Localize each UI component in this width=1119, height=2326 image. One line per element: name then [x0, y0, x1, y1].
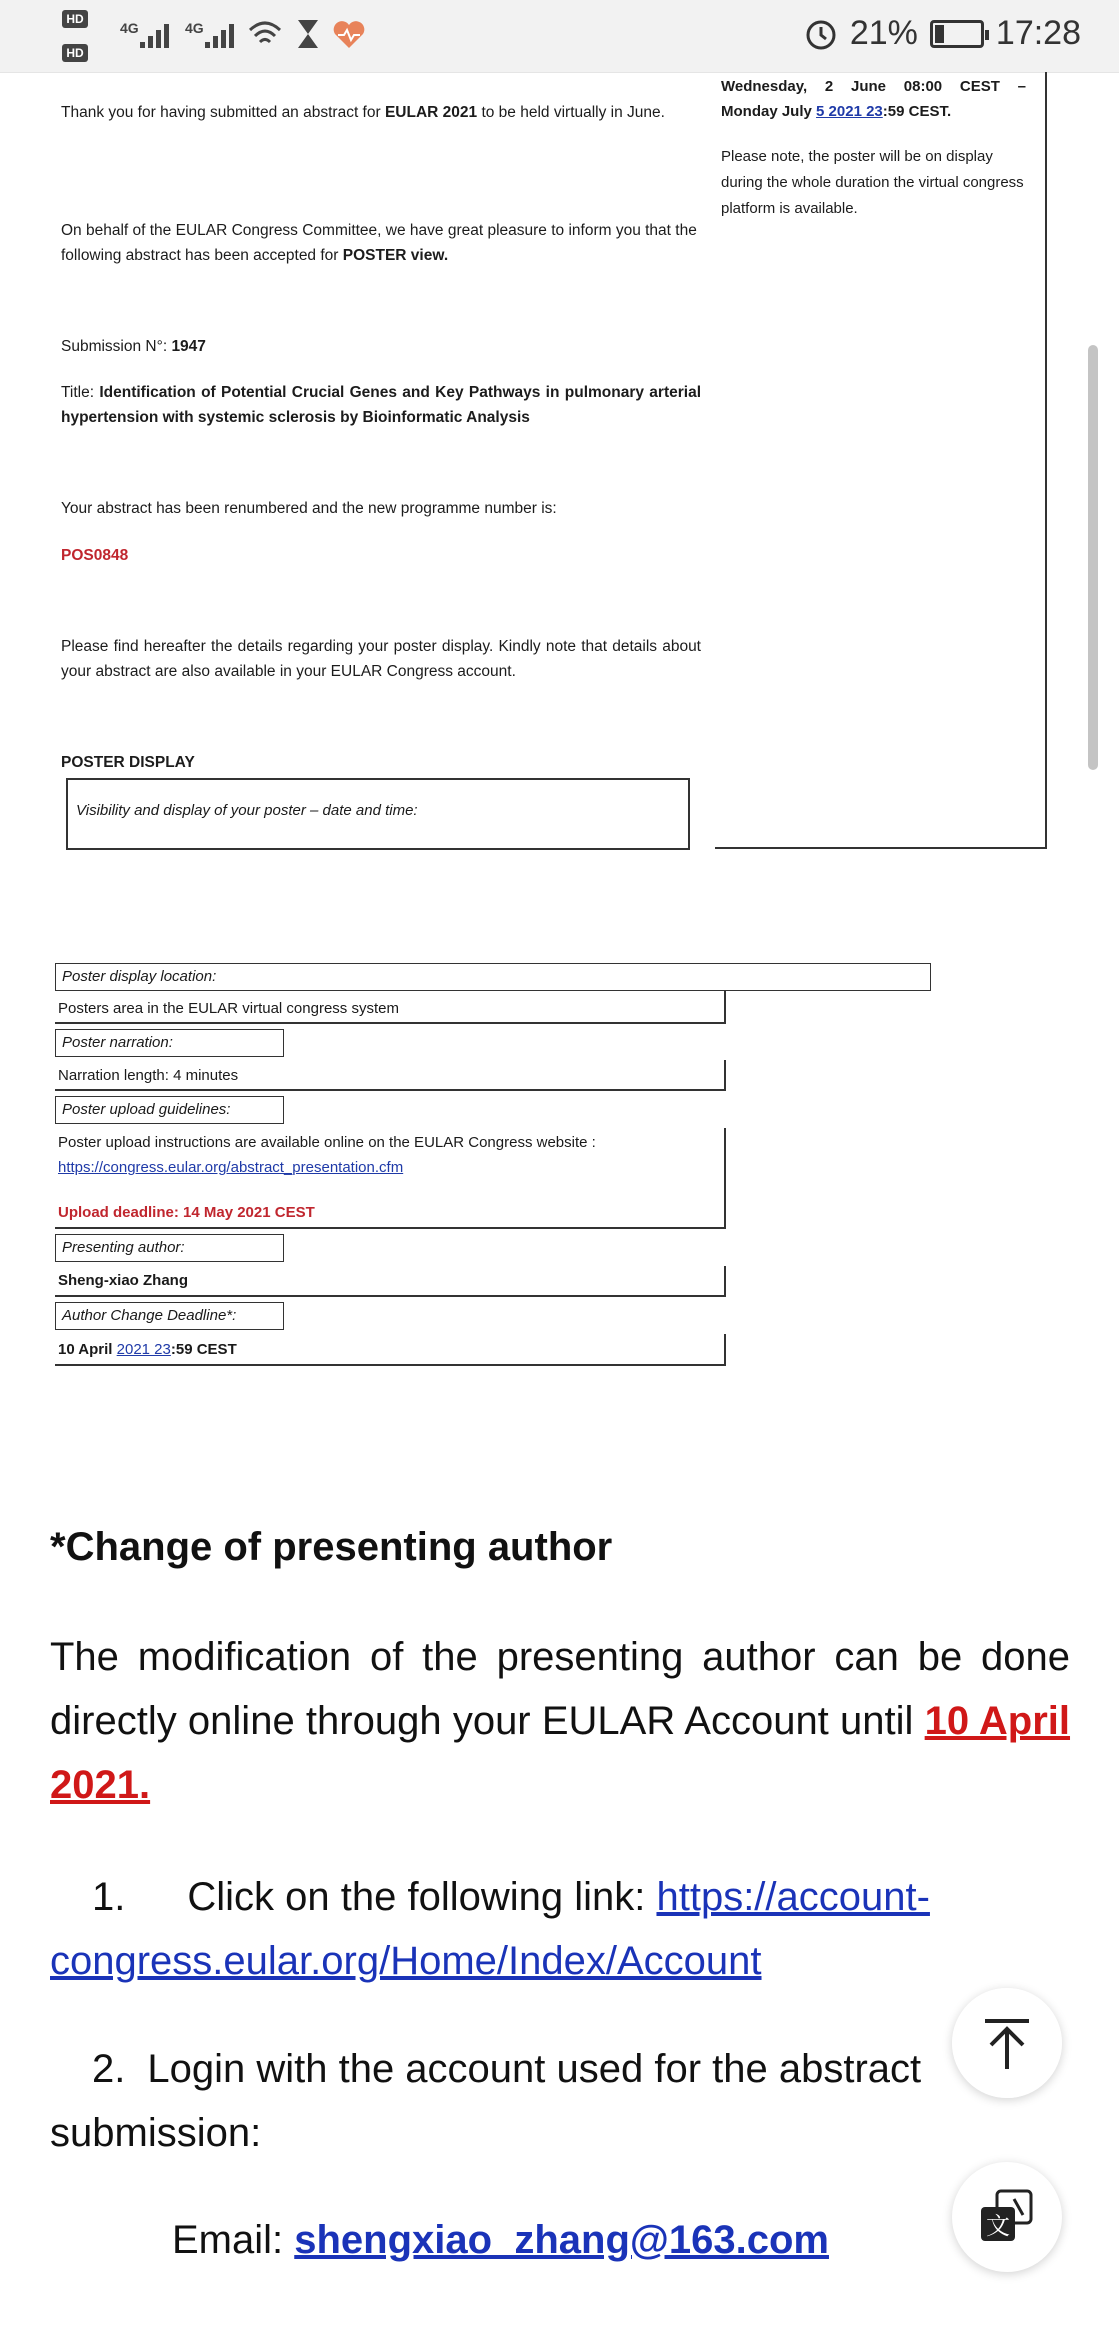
table-rule	[724, 1128, 726, 1228]
table-rule	[724, 1060, 726, 1090]
visibility-box	[66, 778, 690, 850]
scrollbar[interactable]	[1088, 345, 1098, 770]
table-rule	[724, 1334, 726, 1365]
step-1-number: 1.	[92, 1875, 126, 1919]
details-paragraph: Please find hereafter the details regarding your poster display. Kindly note that details about your abstract are also available in your EULAR Congress account.	[61, 638, 701, 680]
table-rule	[55, 1364, 726, 1366]
modification-paragraph	[50, 1625, 1070, 1817]
dates-end-pre: Monday July	[721, 103, 817, 120]
behalf-text: On behalf of the EULAR Congress Committee, we have great pleasure to inform you that the following abstract has been accepted for	[61, 222, 697, 264]
hd-voice-icon-2: HD	[62, 44, 88, 62]
battery-icon	[930, 20, 984, 48]
step-2-text: Login with the account used for the abstract	[147, 2047, 922, 2091]
step-2-number: 2.	[92, 2047, 126, 2091]
change-post: :59 CEST	[170, 1341, 237, 1358]
visibility-label: Visibility and display of your poster – date and time:	[76, 802, 418, 819]
battery-percent: 21%	[849, 14, 918, 52]
wifi-icon	[248, 18, 282, 48]
title-label: Title:	[61, 384, 100, 401]
author-change-value	[58, 1338, 237, 1362]
dates-end-post: :59 CEST.	[882, 103, 952, 120]
network-type-1: 4G	[120, 20, 139, 36]
narration-label: Poster narration:	[55, 1029, 284, 1057]
svg-text:文: 文	[986, 2212, 1010, 2240]
alarm-icon	[804, 17, 838, 51]
scroll-to-top-icon	[977, 2013, 1037, 2073]
upload-value: Poster upload instructions are available online on the EULAR Congress website :	[58, 1134, 596, 1151]
author-change-label: Author Change Deadline*:	[55, 1302, 284, 1330]
thanks-text: Thank you for having submitted an abstract for	[61, 104, 385, 121]
change-link[interactable]: 2021 23	[116, 1341, 171, 1358]
status-right	[804, 14, 1081, 53]
network-type-2: 4G	[185, 20, 204, 36]
step-2-text-cont: submission:	[50, 2111, 262, 2155]
upload-deadline: Upload deadline: 14 May 2021 CEST	[58, 1204, 315, 1221]
email-link[interactable]: shengxiao_zhang@163.com	[294, 2218, 829, 2262]
status-bar	[0, 0, 1119, 73]
email-label: Email:	[172, 2218, 295, 2262]
submission-number: 1947	[171, 338, 206, 355]
table-rule	[55, 1022, 726, 1024]
modification-text: The modification of the presenting author can be done directly online through your EULAR Account until	[50, 1635, 1070, 1743]
account-link[interactable]: https://account-	[656, 1875, 930, 1919]
behalf-view: POSTER view.	[342, 247, 449, 264]
poster-display-heading: POSTER DISPLAY	[61, 754, 195, 771]
abstract-title: Identification of Potential Crucial Genes and Key Pathways in pulmonary arterial hypertension with systemic sclerosis by Bioinformatic Analysis	[61, 384, 701, 426]
hd-voice-icon-1: HD	[62, 10, 88, 28]
step-1-text: Click on the following link:	[187, 1875, 657, 1919]
table-rule	[55, 1295, 726, 1297]
table-rule	[55, 1227, 726, 1229]
upload-link[interactable]: https://congress.eular.org/abstract_presentation.cfm	[58, 1159, 404, 1176]
thanks-paragraph	[61, 100, 701, 125]
narration-value: Narration length: 4 minutes	[58, 1067, 239, 1084]
dates-start: Wednesday, 2 June 08:00 CEST –	[721, 78, 1026, 95]
thanks-event: EULAR 2021	[384, 104, 478, 121]
table-rule	[724, 990, 726, 1023]
renumbered-text: Your abstract has been renumbered and the new programme number is:	[61, 500, 557, 517]
step-1	[50, 1865, 1070, 1993]
presenting-author-value: Sheng-xiao Zhang	[58, 1272, 189, 1289]
upload-label: Poster upload guidelines:	[55, 1096, 284, 1124]
submission-line	[61, 334, 206, 359]
title-paragraph	[61, 380, 701, 430]
dates-end-link[interactable]: 5 2021 23	[816, 103, 883, 120]
table-rule	[724, 1266, 726, 1296]
battery-fill	[935, 25, 944, 43]
signal-icon-2	[205, 18, 234, 48]
location-value: Posters area in the EULAR virtual congress system	[58, 1000, 399, 1017]
display-dates	[721, 74, 1026, 124]
email-line	[172, 2208, 972, 2272]
step-2	[50, 2037, 1010, 2165]
section-heading: *Change of presenting author	[50, 1525, 613, 1569]
translate-icon	[975, 2187, 1039, 2247]
presenting-author-label: Presenting author:	[55, 1234, 284, 1262]
programme-number: POS0848	[61, 547, 129, 564]
submission-label: Submission N°:	[61, 338, 172, 355]
thanks-text-end: to be held virtually in June.	[477, 104, 665, 121]
table-rule	[55, 1089, 726, 1091]
behalf-paragraph	[61, 218, 701, 268]
clock: 17:28	[995, 14, 1081, 52]
account-link-cont[interactable]: congress.eular.org/Home/Index/Account	[50, 1939, 762, 1983]
deadline-date: 10 April 2021.	[50, 1699, 1071, 1807]
change-pre: 10 April	[58, 1341, 117, 1358]
display-note: Please note, the poster will be on display during the whole duration the virtual congress platform is available.	[721, 148, 1024, 217]
hourglass-icon	[296, 18, 320, 50]
signal-icon-1	[140, 18, 169, 48]
health-heart-icon	[332, 20, 366, 50]
translate-button[interactable]	[952, 2162, 1062, 2272]
scroll-to-top-button[interactable]	[952, 1988, 1062, 2098]
location-label: Poster display location:	[55, 963, 931, 991]
